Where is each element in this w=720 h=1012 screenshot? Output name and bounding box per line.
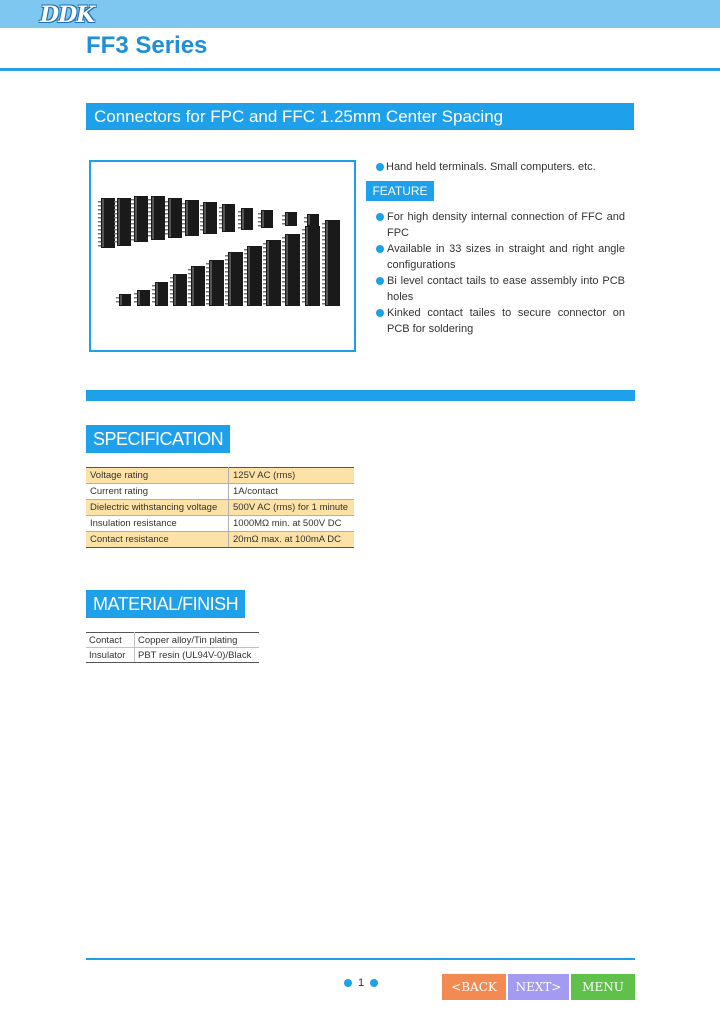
connector-bottom-2 [152,282,168,306]
spec-label: Insulation resistance [86,516,229,532]
connector-bottom-7 [244,246,262,306]
spec-value: 1000MΩ min. at 500V DC [229,516,355,532]
material-label: Contact [86,633,135,648]
spec-value: 20mΩ max. at 100mA DC [229,532,355,548]
page-number: 1 [358,977,365,989]
material-table [86,632,259,663]
table-row [86,484,354,500]
connector-top-8 [238,208,253,230]
header [0,0,720,68]
spec-label: Dielectric withstancing voltage [86,500,229,516]
connector-bottom-3 [170,274,187,306]
footer-divider [86,958,635,960]
section-title: Connectors for FPC and FFC 1.25mm Center Spacing [86,103,634,130]
bullet-icon [376,309,384,317]
feature-tag: FEATURE [366,181,434,201]
connector-top-11 [304,214,319,226]
connector-bottom-1 [134,290,150,306]
connector-bottom-9 [282,234,300,306]
connector-top-4 [165,198,182,238]
bullet-icon [376,213,384,221]
connector-bottom-10 [302,226,320,306]
connector-top-5 [182,200,199,236]
spec-label: Current rating [86,484,229,500]
connector-top-7 [219,204,235,232]
section-divider [86,390,635,401]
specification-table [86,467,354,548]
connector-top-0 [98,198,115,248]
connector-bottom-5 [206,260,224,306]
bullet-icon [376,277,384,285]
menu-button[interactable]: MENU [571,974,635,1000]
product-image [89,160,356,352]
header-divider [0,68,720,71]
spec-label: Contact resistance [86,532,229,548]
connector-top-1 [114,198,131,246]
page-title: FF3 Series [86,32,208,59]
spec-value: 1A/contact [229,484,355,500]
applications [376,161,596,173]
list-item: Bi level contact tails to ease assembly into PCB holes [376,274,625,305]
material-label: Insulator [86,648,135,663]
connector-bottom-6 [225,252,243,306]
connector-bottom-8 [263,240,281,306]
connector-bottom-0 [116,294,131,306]
pager [344,977,378,989]
bullet-icon [376,163,384,171]
table-row [86,648,259,663]
next-button[interactable]: NEXT> [508,974,569,1000]
table-row [86,516,354,532]
spec-label: Voltage rating [86,468,229,484]
table-row [86,532,354,548]
connector-top-3 [148,196,165,240]
connector-top-9 [258,210,273,228]
connector-top-2 [131,196,148,242]
material-value: Copper alloy/Tin plating [135,633,260,648]
back-button[interactable]: <BACK [442,974,506,1000]
connector-bottom-4 [188,266,205,306]
brand-logo[interactable]: DDK [40,2,95,28]
list-item: Kinked contact tailes to secure connector on PCB for soldering [376,306,625,337]
spec-value: 125V AC (rms) [229,468,355,484]
list-item: Available in 33 sizes in straight and right angle configurations [376,242,625,273]
applications-text: Hand held terminals. Small computers. etc. [386,161,596,173]
connector-top-6 [200,202,217,234]
table-row [86,633,259,648]
material-heading: MATERIAL/FINISH [86,590,245,618]
connector-top-10 [282,212,297,226]
material-value: PBT resin (UL94V-0)/Black [135,648,260,663]
pager-dot-icon [370,979,378,987]
connector-illustration [91,162,354,350]
connector-bottom-11 [322,220,340,306]
bullet-icon [376,245,384,253]
pager-dot-icon [344,979,352,987]
table-row [86,468,354,484]
table-row [86,500,354,516]
specification-heading: SPECIFICATION [86,425,230,453]
feature-list [376,210,625,338]
list-item: For high density internal connection of FFC and FPC [376,210,625,241]
spec-value: 500V AC (rms) for 1 minute [229,500,355,516]
